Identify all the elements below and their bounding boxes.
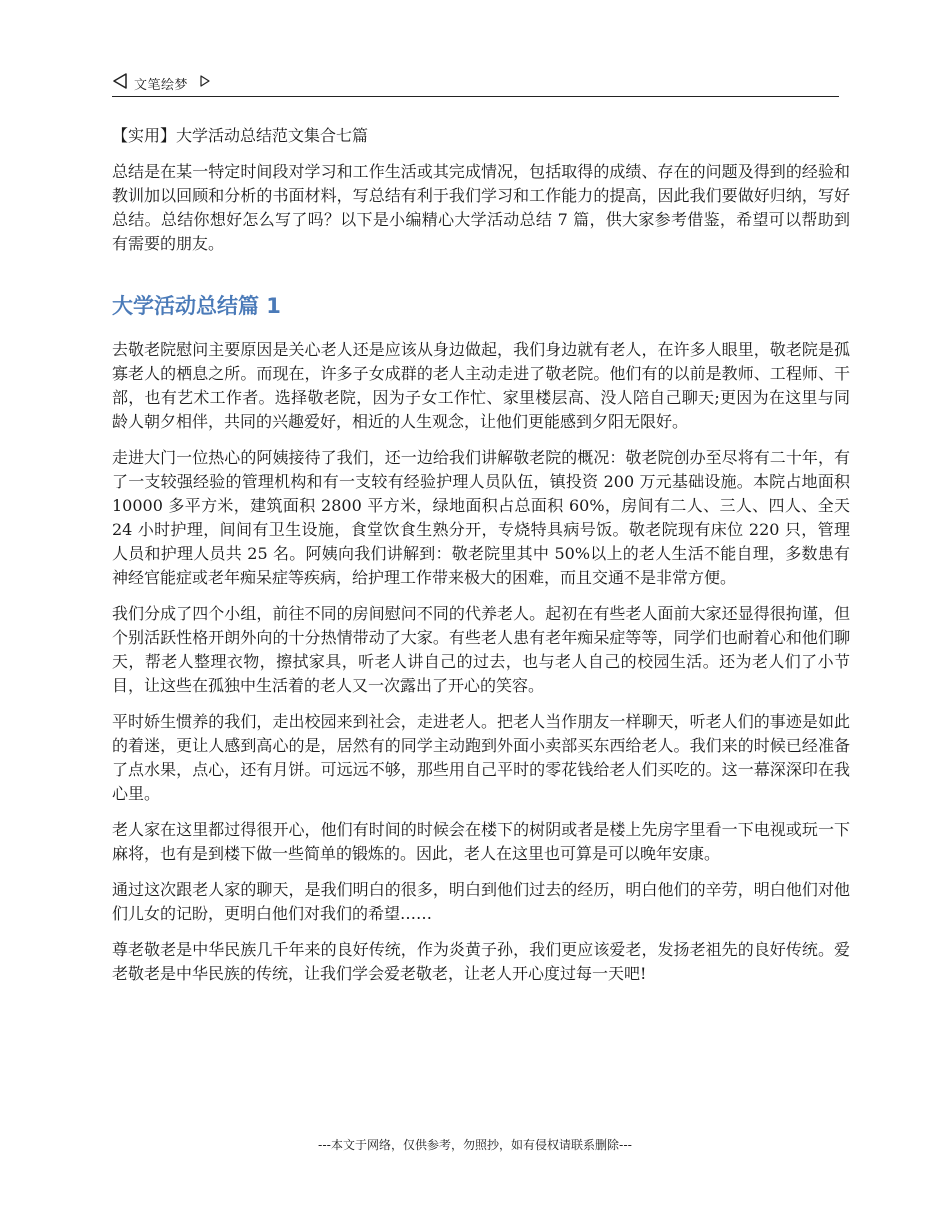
- triangle-left-icon: [112, 73, 128, 89]
- body-paragraph: 通过这次跟老人家的聊天，是我们明白的很多，明白到他们过去的经历，明白他们的辛劳，明白他们对他们儿女的记盼，更明白他们对我们的希望……: [112, 880, 850, 923]
- header-brand: 文笔绘梦: [134, 78, 189, 93]
- triangle-right-icon: [200, 72, 210, 84]
- intro-paragraph: 总结是在某一特定时间段对学习和工作生活或其完成情况，包括取得的成绩、存在的问题及得到的经验和教训加以回顾和分析的书面材料，写总结有利于我们学习和工作能力的提高，因此我们要做好归纳，写好总结。总结你想好怎么写了吗？以下是小编精心大学活动总结 7 篇，供大家参考借鉴，希望可以帮助到有需要的朋友。: [112, 162, 850, 253]
- page-header: [112, 70, 839, 97]
- body-paragraph: 老人家在这里都过得很开心，他们有时间的时候会在楼下的树阴或者是楼上先房字里看一下电视或玩一下麻将，也有是到楼下做一些简单的锻炼的。因此，老人在这里也可算是可以晚年安康。: [112, 820, 850, 863]
- document-body: [112, 124, 850, 998]
- section-heading: 大学活动总结篇 1: [112, 294, 281, 318]
- body-paragraph: 走进大门一位热心的阿姨接待了我们，还一边给我们讲解敬老院的概况：敬老院创办至尽将有二十年，有了一支较强经验的管理机构和有一支较有经验护理人员队伍，镇投资 200 万元基础设施。本院占地面积 10000 多平方米，建筑面积 2800 平方米，绿地面积占总面积 60%，房间有二人、三人、四人、全天 24 小时护理，间间有卫生设施，食堂饮食生熟分开，专烧特具病号饭。敬老院现有床位 220 只，管理人员和护理人员共 25 名。阿姨向我们讲解到：敬老院里其中 50%以上的老人生活不能自理，多数患有神经官能症或老年痴呆症等疾病，给护理工作带来极大的困难，而且交通不是非常方便。: [112, 448, 850, 587]
- page-footer: ---本文于网络，仅供参考，勿照抄，如有侵权请联系删除---: [318, 1138, 632, 1152]
- body-paragraph: 我们分成了四个小组，前往不同的房间慰问不同的代养老人。起初在有些老人面前大家还显得很拘谨，但个别活跃性格开朗外向的十分热情带动了大家。有些老人患有老年痴呆症等等，同学们也耐着心和他们聊天，帮老人整理衣物，擦拭家具，听老人讲自己的过去，也与老人自己的校园生活。还为老人们了小节目，让这些在孤独中生活着的老人又一次露出了开心的笑容。: [112, 604, 850, 695]
- body-paragraph: 尊老敬老是中华民族几千年来的良好传统，作为炎黄子孙，我们更应该爱老，发扬老祖先的良好传统。爱老敬老是中华民族的传统，让我们学会爱老敬老，让老人开心度过每一天吧!: [112, 940, 850, 983]
- body-paragraph: 平时娇生惯养的我们，走出校园来到社会，走进老人。把老人当作朋友一样聊天，听老人们的事迹是如此的着迷，更让人感到高心的是，居然有的同学主动跑到外面小卖部买东西给老人。我们来的时候已经准备了点水果，点心，还有月饼。可远远不够，那些用自己平时的零花钱给老人们买吃的。这一幕深深印在我心里。: [112, 712, 850, 803]
- body-paragraph: 去敬老院慰问主要原因是关心老人还是应该从身边做起，我们身边就有老人，在许多人眼里，敬老院是孤寡老人的栖息之所。而现在，许多子女成群的老人主动走进了敬老院。他们有的以前是教师、工程师、干部，也有艺术工作者。选择敬老院，因为子女工作忙、家里楼层高、没人陪自己聊天;更因为在这里与同龄人朝夕相伴，共同的兴趣爱好，相近的人生观念，让他们更能感到夕阳无限好。: [112, 340, 850, 431]
- document-title: 【实用】大学活动总结范文集合七篇: [112, 126, 369, 145]
